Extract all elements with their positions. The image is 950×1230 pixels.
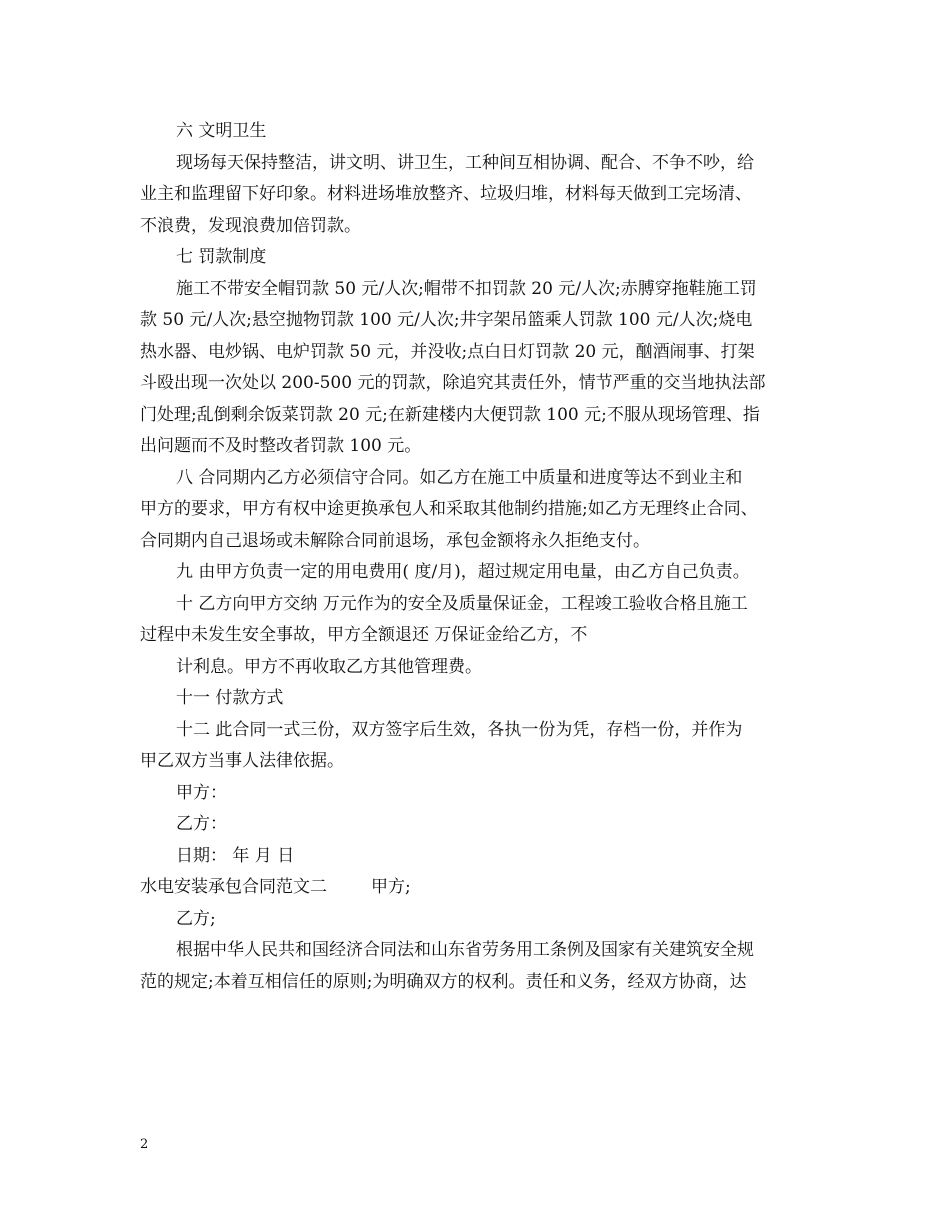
paragraph-line: 根据中华人民共和国经济合同法和山东省劳务用工条例及国家有关建筑安全规: [176, 940, 754, 960]
page-number: 2: [140, 1137, 149, 1152]
contract-title-line: [140, 872, 820, 904]
section-heading-contract-compliance: 八 合同期内乙方必须信守合同。如乙方在施工中质量和进度等达不到业主和: [176, 467, 743, 488]
paragraph-line: 不浪费，发现浪费加倍罚款。: [140, 215, 361, 236]
paragraph-line: 过程中未发生安全事故，甲方全额退还 万保证金给乙方，不: [140, 625, 588, 645]
section-heading-electricity: 九 由甲方负责一定的用电费用( 度/月)，超过规定用电量，由乙方自己负责。: [176, 562, 750, 582]
section-heading-civilized-hygiene: 六 文明卫生: [176, 121, 267, 141]
signature-party-b: 乙方：: [176, 814, 227, 834]
paragraph-line: 施工不带安全帽罚款 50 元/人次;帽带不扣罚款 20 元/人次;赤膊穿拖鞋施工罚: [176, 278, 757, 299]
contract-title: 水电安装承包合同范文二: [140, 877, 327, 897]
signature-date: 日期： 年 月 日: [176, 845, 295, 866]
paragraph-line: 合同期内自己退场或未解除合同前退场，承包金额将永久拒绝支付。: [140, 530, 650, 551]
paragraph-line: 热水器、电炒锅、电炉罚款 50 元，并没收;点白日灯罚款 20 元，酗酒闹事、打架: [140, 341, 755, 362]
paragraph-line: 门处理;乱倒剩余饭菜罚款 20 元;在新建楼内大便罚款 100 元;不服从现场管理、指: [140, 404, 760, 425]
section-heading-penalty-system: 七 罚款制度: [176, 247, 267, 267]
paragraph-line: 范的规定;本着互相信任的原则;为明确双方的权利。责任和义务，经双方协商，达: [140, 971, 747, 992]
paragraph-line: 斗殴出现一次处以 200-500 元的罚款，除追究其责任外，情节严重的交当地执法部: [140, 373, 766, 393]
paragraph-line: 业主和监理留下好印象。材料进场堆放整齐、垃圾归堆，材料每天做到工完场清、: [140, 184, 752, 204]
paragraph-line: 出问题而不及时整改者罚款 100 元。: [140, 436, 422, 456]
party-a-label: 甲方;: [371, 877, 411, 897]
paragraph-line: 计利息。甲方不再收取乙方其他管理费。: [176, 656, 482, 677]
paragraph-line: 甲乙双方当事人法律依据。: [140, 751, 344, 771]
paragraph-line: 现场每天保持整洁，讲文明、讲卫生，工种间互相协调、配合、不争不吵，给: [176, 152, 754, 173]
section-heading-copies: 十二 此合同一式三份，双方签字后生效，各执一份为凭，存档一份，并作为: [176, 719, 743, 740]
signature-party-a: 甲方：: [176, 782, 227, 803]
section-heading-payment-method: 十一 付款方式: [176, 688, 284, 708]
document-body: [140, 116, 820, 998]
section-heading-deposit: 十 乙方向甲方交纳 万元作为的安全及质量保证金，工程竣工验收合格且施工: [176, 593, 748, 614]
paragraph-line: 款 50 元/人次;悬空抛物罚款 100 元/人次;井字架吊篮乘人罚款 100 元/人次;烧电: [140, 310, 753, 330]
party-b-label: 乙方;: [176, 908, 216, 929]
paragraph-line: 甲方的要求，甲方有权中途更换承包人和采取其他制约措施;如乙方无理终止合同、: [140, 499, 758, 519]
